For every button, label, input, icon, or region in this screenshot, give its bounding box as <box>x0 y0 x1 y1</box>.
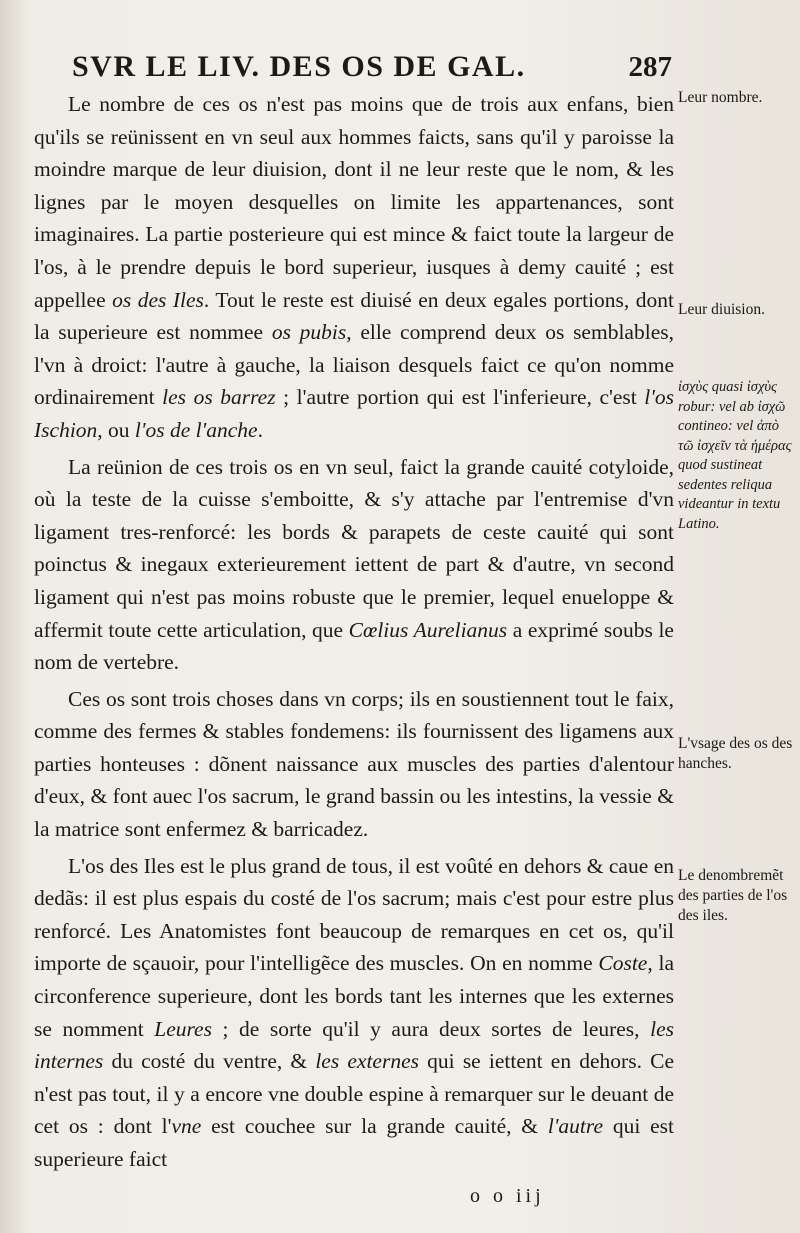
text-run: , la circonference superieure, dont les bords tant les internes que les externes se nomment <box>34 951 674 1041</box>
text-run: . <box>257 417 263 442</box>
italic-term: Coste <box>598 951 648 976</box>
margin-note: L'vsage des os des hanches. <box>678 735 793 772</box>
signature-mark: o o iij <box>470 1185 545 1207</box>
text-run: Le nombre de ces os n'est pas moins que de trois aux enfans, bien qu'ils se reünissent en vn seul aux hommes faicts, sans qu'il y paroisse la moindre marque de leur diuision, dont il ne leur reste que le nom, & les lignes par le moyen desquelles on limite les appartenances, sont imaginaires. La partie posterieure qui est mince & faict toute la largeur de l'os, à le prendre depuis le bord superieur, iusques à demy cauité ; est appellee <box>34 92 674 312</box>
italic-term: Cœlius Aurelianus <box>348 617 508 642</box>
italic-term: l'os Ischion <box>34 385 674 442</box>
running-title: SVR LE LIV. DES OS DE GAL. <box>72 50 526 83</box>
text-run: , elle comprend deux os semblables, l'vn à droict: l'autre à gauche, la liaison desquels faict ce qu'on nomme ordinairement <box>34 320 674 410</box>
italic-term: les os barrez <box>162 385 276 410</box>
italic-term: vne <box>171 1114 202 1139</box>
text-run: Ces os sont trois choses dans vn corps; ils en soustiennent tout le faix, comme des fermes & stables fondemens: ils fournissent des ligamens aux parties honteuses : dõnent naissance aux muscles des parties d'alentour d'eux, & font auec l'os sacrum, le grand bassin ou les intestins, la vessie & la matrice sont enfermez & barricadez. <box>34 686 674 842</box>
paragraph <box>34 850 674 1176</box>
text-run: ; l'autre portion qui est l'inferieure, c'est <box>275 385 645 410</box>
text-run: L'os des Iles est le plus grand de tous, il est voûté en dehors & caue en dedãs: il est plus espais du costé de l'os sacrum; mais c'est pour estre plus renforcé. Les Anatomistes font beaucoup de remarques en cet os, qu'il importe de sçauoir, pour l'intelligẽce des muscles. On en nomme <box>34 853 674 976</box>
italic-term: Leures <box>154 1016 212 1041</box>
margin-note: Leur nombre. <box>678 89 763 106</box>
paragraph <box>34 683 674 846</box>
text-run: , ou <box>97 417 135 442</box>
text-run: qui est superieure faict <box>34 1114 674 1171</box>
page-number: 287 <box>628 51 672 83</box>
italic-term: os des Iles <box>112 287 204 312</box>
margin-note: Le denombremẽt des parties de l'os des iles. <box>678 867 788 924</box>
italic-term: l'autre <box>547 1114 604 1139</box>
italic-term: os pubis <box>271 320 347 345</box>
text-run: qui se iettent en dehors. Ce n'est pas tout, il y a encore vne double espine à remarquer sur le deuant de cet os : dont l' <box>34 1049 675 1139</box>
text-run: ; de sorte qu'il y aura deux sortes de leures, <box>211 1016 651 1041</box>
text-run: a exprimé soubs le nom de vertebre. <box>34 617 674 675</box>
main-text <box>34 88 674 1176</box>
text-run: La reünion de ces trois os en vn seul, faict la grande cauité cotyloide, où la teste de la cuisse s'emboitte, & s'y attache par l'entremise d'vn ligament tres-renforcé: les bords & parapets de ceste cauité qui sont poinctus & inegaux exterieurement iettent de part & d'autre, vn second ligament qui n'est pas moins robuste que le premier, lequel enueloppe & affermit toute cette articulation, que <box>34 454 674 642</box>
text-run: est couchee sur la grande cauité, & <box>201 1114 548 1139</box>
italic-term: les externes <box>315 1049 419 1074</box>
paragraph <box>34 451 674 679</box>
italic-term: l'os de l'anche <box>134 417 258 442</box>
text-run: du costé du ventre, & <box>103 1049 316 1074</box>
page-header <box>72 50 672 92</box>
margin-note: Leur diuision. <box>678 301 765 318</box>
paragraph <box>34 88 674 447</box>
italic-term: les internes <box>34 1016 674 1074</box>
margin-note: ἰσχὺς quasi ἰσχὺς robur: vel ab ἰσχῶ contineo: vel ἀπὸ τῶ ἰσχεῖν τὰ ἡμέρας quod sustineat sedentes reliqua videantur in textu Latino. <box>678 379 792 532</box>
text-run: . Tout le reste est diuisé en deux egales portions, dont la superieure est nommee <box>34 287 674 345</box>
